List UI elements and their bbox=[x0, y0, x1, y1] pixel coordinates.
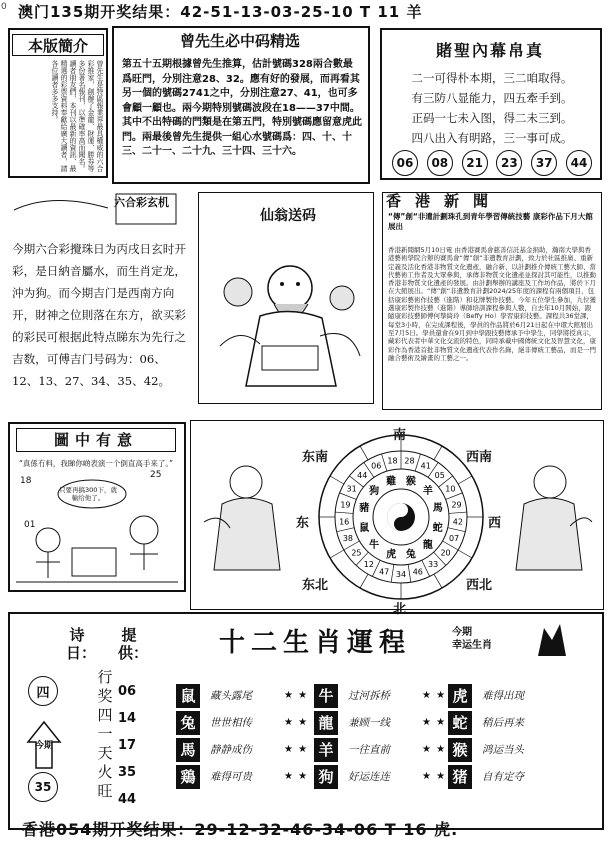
poem-number: 37 bbox=[531, 150, 557, 176]
compass-zodiac-char: 虎 bbox=[386, 549, 397, 561]
zodiac-stars: ★ ★ bbox=[422, 717, 447, 728]
compass-south: 南 bbox=[393, 428, 407, 443]
compass-ring-number: 19 bbox=[340, 500, 351, 510]
zodiac-char: 蛇 bbox=[448, 711, 472, 735]
compass-southeast: 东南 bbox=[302, 450, 329, 465]
riddle-label: 18 bbox=[20, 476, 32, 486]
compass-ring-number: 38 bbox=[342, 533, 354, 543]
poem-line: 四八出入有明路，三一事可成。 bbox=[411, 131, 573, 145]
compass-northeast: 东北 bbox=[302, 578, 329, 593]
circled-mark: 35 bbox=[28, 772, 58, 802]
compass-ring-number: 47 bbox=[379, 567, 390, 577]
zodiac-char: 龍 bbox=[314, 711, 338, 735]
zodiac-stars: ★ ★ bbox=[422, 690, 447, 701]
zodiac-text: 鸿运当头 bbox=[482, 744, 524, 756]
prediction-title: 曾先生必中码精选 bbox=[179, 32, 300, 50]
code-column bbox=[118, 684, 148, 819]
compass-ring-number: 16 bbox=[339, 517, 350, 527]
riddle-speech-bubble: 只要再搞300下，就輸给他了。 bbox=[59, 486, 117, 502]
zodiac-stars: ★ ★ bbox=[284, 690, 309, 701]
provide-label: 提供： bbox=[118, 626, 149, 662]
circled-mark: 四 bbox=[28, 676, 58, 706]
zodiac-stars: ★ ★ bbox=[284, 771, 309, 782]
compass-north: 北 bbox=[393, 602, 407, 617]
zodiac-text: 过河拆桥 bbox=[348, 690, 390, 702]
zodiac-stars: ★ ★ bbox=[284, 744, 309, 755]
news-lead: “傳”創“非遺計劃珠孔到青年學習傳統技藝 康彩作品下月大館展出 bbox=[388, 212, 593, 231]
compass-ring-number: 29 bbox=[451, 500, 462, 510]
poem-number-row bbox=[392, 150, 592, 174]
zodiac-fortune-title: 十二生肖運程 bbox=[218, 628, 411, 658]
zodiac-row bbox=[448, 736, 554, 763]
compass-zodiac-char: 雞 bbox=[386, 476, 397, 488]
compass-ring-number: 42 bbox=[452, 517, 463, 527]
zodiac-stars: ★ ★ bbox=[284, 717, 309, 728]
zodiac-text: 难得可贵 bbox=[210, 771, 252, 783]
compass-ring-number: 25 bbox=[351, 548, 362, 558]
compass-zodiac-char: 猴 bbox=[405, 476, 416, 488]
poem-label: 诗日： bbox=[66, 626, 97, 662]
zodiac-row bbox=[314, 763, 446, 790]
zodiac-row bbox=[176, 682, 308, 709]
poem-number: 23 bbox=[496, 150, 522, 176]
compass-ring-number: 20 bbox=[440, 548, 451, 558]
compass-ring-number: 41 bbox=[420, 461, 431, 471]
zodiac-text: 静静成伤 bbox=[210, 744, 252, 756]
poem-number: 21 bbox=[462, 150, 488, 176]
compass-zodiac-char: 蛇 bbox=[432, 522, 443, 534]
lucky-label-line: 幸运生肖 bbox=[452, 640, 492, 651]
news-body: 香港新聞網5月10日電 由香港賽馬會慈善信託基金捐助，瀚南大學與香港藝術學院合辦的賽馬會“傳”創“非遺教育計劃，致力於社區推廣、重新定義及活化香港非物質文化遺產，融合新、以計劃推介傳統工藝大師、當代藝術工作者及大眾參與，承傳非物質文化遺產並探討其可能性，以推動香港非物質文化遺產的發展。由計劃舉辦的講座及工作坊作品，將於下月在大館展出。“傳”創“非遺教育計劃2024/25年度的課程有兩個項目，包括康彩藝術作技藝（進階）和花牌製作技藝。今年五位學生參加，九位獲選康彩製作技藝（進階）導師培訓課程參與人數，自去年10月開始，跟隨康彩技藝師傅何摯綺玲（Beffy Ho）學習康彩技藝。課程共36堂課，每堂3小時，在完成課程後，學員的作品將於6月21日起在中環大館展出至7月5日。學員還會在9月到中學跟技藝傳承予中學生，同學將授真示，藏彩代表者中華文化交流的特色，同時承載中國傳統文化及智慧文化，康彩作為香港首批非物質文化遺產代表作名錄，絕非傳統工藝品，而是一門融合藝術及繪畫的工藝之一。 bbox=[388, 246, 596, 362]
compass-northwest: 西北 bbox=[466, 578, 493, 593]
zodiac-row bbox=[176, 709, 308, 736]
compass-ring-number: 44 bbox=[357, 471, 368, 481]
compass-zodiac-char: 馬 bbox=[432, 503, 443, 515]
zodiac-row bbox=[448, 709, 554, 736]
zodiac-text: 稍后再来 bbox=[482, 717, 524, 729]
lucky-zodiac-label bbox=[452, 626, 516, 652]
compass-ring-number: 06 bbox=[371, 461, 382, 471]
zodiac-column-3 bbox=[448, 682, 554, 790]
lucky-animal-icon bbox=[532, 620, 572, 660]
zodiac-text: 难得出现 bbox=[482, 690, 524, 702]
poem-lines bbox=[392, 68, 592, 148]
intro-body: 曾先生是特區報業界最具權威的六合彩推家，創辦了金龍、財運、勝券等多份著名報刊，以準確率高而聞名。讀者朋友們，本刊以最新的資訊、最精選的彩票資料奉獻給廣大讀者，請各位讀者多多支持。 bbox=[51, 60, 104, 172]
zodiac-char: 鶏 bbox=[176, 765, 200, 789]
zodiac-text: 藏头露尾 bbox=[210, 690, 252, 702]
compass-east: 东 bbox=[296, 516, 310, 531]
code-number: 17 bbox=[118, 738, 137, 753]
zodiac-char: 狗 bbox=[314, 765, 338, 789]
poem-title: 賭聖內幕帛真 bbox=[435, 41, 544, 60]
compass-zodiac-char: 牛 bbox=[369, 539, 380, 551]
compass-zodiac-char: 龍 bbox=[422, 539, 433, 551]
zodiac-char: 鼠 bbox=[176, 684, 200, 708]
compass-ring-number: 28 bbox=[404, 456, 415, 466]
poem-number: 44 bbox=[566, 150, 592, 176]
riddle-label: 01 bbox=[24, 520, 36, 530]
zodiac-stars: ★ ★ bbox=[422, 771, 447, 782]
compass-ring-number: 18 bbox=[387, 456, 398, 466]
compass-ring-number: 33 bbox=[428, 560, 439, 570]
compass-west: 西 bbox=[488, 516, 502, 531]
code-number: 06 bbox=[118, 684, 137, 699]
compass-zodiac-char: 狗 bbox=[369, 486, 380, 498]
zodiac-column-1 bbox=[176, 682, 308, 790]
lottery-text: 今期六合彩攪珠日为丙戌日玄时开彩，是日納音屬水，而生肖定龙，沖为狗。而今期吉门是西南方向开，財神之位則落在东方，欲买彩的彩民可根据此特点睇东为先行之吉数，可傅吉门号码为：06、12、13、27、34、35、42。 bbox=[12, 242, 186, 388]
lottery-label: 六合彩玄机 bbox=[114, 196, 169, 209]
zodiac-char: 羊 bbox=[314, 738, 338, 762]
compass-zodiac-char: 兔 bbox=[405, 549, 416, 561]
prediction-body: 第五十五期根據曾先生推算，估計號碼328兩合數最爲旺門，分別注意28、32。應有好的發展，而再看其另一個的號碼2741之中，分別注意27、41，也可多會顧一顧也。兩今期特別號碼波段在18——37中間。其中不出特碼的門類是在第五門，特別號碼應留意虎此門。兩最後曾先生提供一組心水號碼爲：四、十、十三、二十一、二十九、三十四、三十六。 bbox=[122, 59, 362, 157]
compass-ring-number: 31 bbox=[346, 484, 357, 494]
compass-zodiac-char: 鼠 bbox=[359, 522, 370, 534]
zodiac-text: 自有定夺 bbox=[482, 771, 524, 783]
zodiac-text: 好运连连 bbox=[348, 771, 390, 783]
zodiac-text: 世世相传 bbox=[210, 717, 252, 729]
macau-result-header: 澳门135期开奖结果：42-51-13-03-25-10 T 11 羊 bbox=[18, 3, 423, 21]
code-number: 14 bbox=[118, 711, 137, 726]
compass-zodiac-char: 羊 bbox=[422, 486, 433, 498]
arrow-badge-label: 今期 bbox=[34, 741, 53, 751]
compass-ring-number: 07 bbox=[448, 533, 460, 543]
hongkong-result-footer: 香港054期开奖结果：29-12-32-46-34-06 T 16 虎. bbox=[22, 820, 459, 839]
poem-line: 二一可得朴本期，三二咱取得。 bbox=[411, 71, 573, 85]
picture-riddle-title: 圖中有意 bbox=[16, 428, 176, 452]
right-child-figure bbox=[500, 452, 596, 592]
compass-ring-number: 05 bbox=[434, 471, 445, 481]
zodiac-stars: ★ ★ bbox=[422, 744, 447, 755]
poem-number: 06 bbox=[392, 150, 418, 176]
immortal-picture-title: 仙翁送码 bbox=[260, 208, 316, 224]
zodiac-char: 虎 bbox=[448, 684, 472, 708]
poem-number: 08 bbox=[427, 150, 453, 176]
page-corner-mark: 0 bbox=[1, 2, 7, 12]
zodiac-column-2 bbox=[314, 682, 446, 790]
zodiac-text: 一往直前 bbox=[348, 744, 390, 756]
compass-ring-number: 10 bbox=[445, 484, 456, 494]
picture-riddle-caption: “真係冇料，我睇你啲表演一个倒直高手来了。” bbox=[18, 459, 174, 468]
compass-wheel bbox=[316, 432, 486, 602]
zodiac-row bbox=[314, 682, 446, 709]
zodiac-char: 兔 bbox=[176, 711, 200, 735]
zodiac-char: 馬 bbox=[176, 738, 200, 762]
zodiac-row bbox=[176, 736, 308, 763]
compass-southwest: 西南 bbox=[466, 450, 493, 465]
compass-ring-number: 34 bbox=[395, 570, 407, 579]
compass-ring-number: 46 bbox=[412, 567, 423, 577]
zodiac-text: 兼顾一线 bbox=[348, 717, 390, 729]
zodiac-char: 猴 bbox=[448, 738, 472, 762]
poem-line: 正码一七未入图，得二未三到。 bbox=[411, 111, 573, 125]
zodiac-row bbox=[176, 763, 308, 790]
zodiac-row bbox=[314, 736, 446, 763]
zodiac-row bbox=[448, 682, 554, 709]
news-title: 香港新聞 bbox=[386, 192, 503, 210]
intro-title: 本版簡介 bbox=[12, 34, 104, 56]
left-child-figure bbox=[200, 452, 296, 592]
zodiac-row bbox=[448, 763, 554, 790]
poem-line: 有三防八显能力，四五牽手到。 bbox=[411, 91, 573, 105]
code-number: 44 bbox=[118, 792, 137, 807]
compass-ring-number: 12 bbox=[363, 560, 374, 570]
zodiac-char: 猪 bbox=[448, 765, 472, 789]
code-number: 35 bbox=[118, 765, 137, 780]
riddle-label: 25 bbox=[150, 470, 162, 480]
compass-zodiac-char: 豬 bbox=[359, 503, 370, 515]
poem-vertical: 行奖四一天火旺 bbox=[97, 668, 113, 800]
immortal-illustration bbox=[200, 226, 372, 402]
lucky-label-line: 今期 bbox=[452, 627, 472, 638]
zodiac-row bbox=[314, 709, 446, 736]
zodiac-char: 牛 bbox=[314, 684, 338, 708]
